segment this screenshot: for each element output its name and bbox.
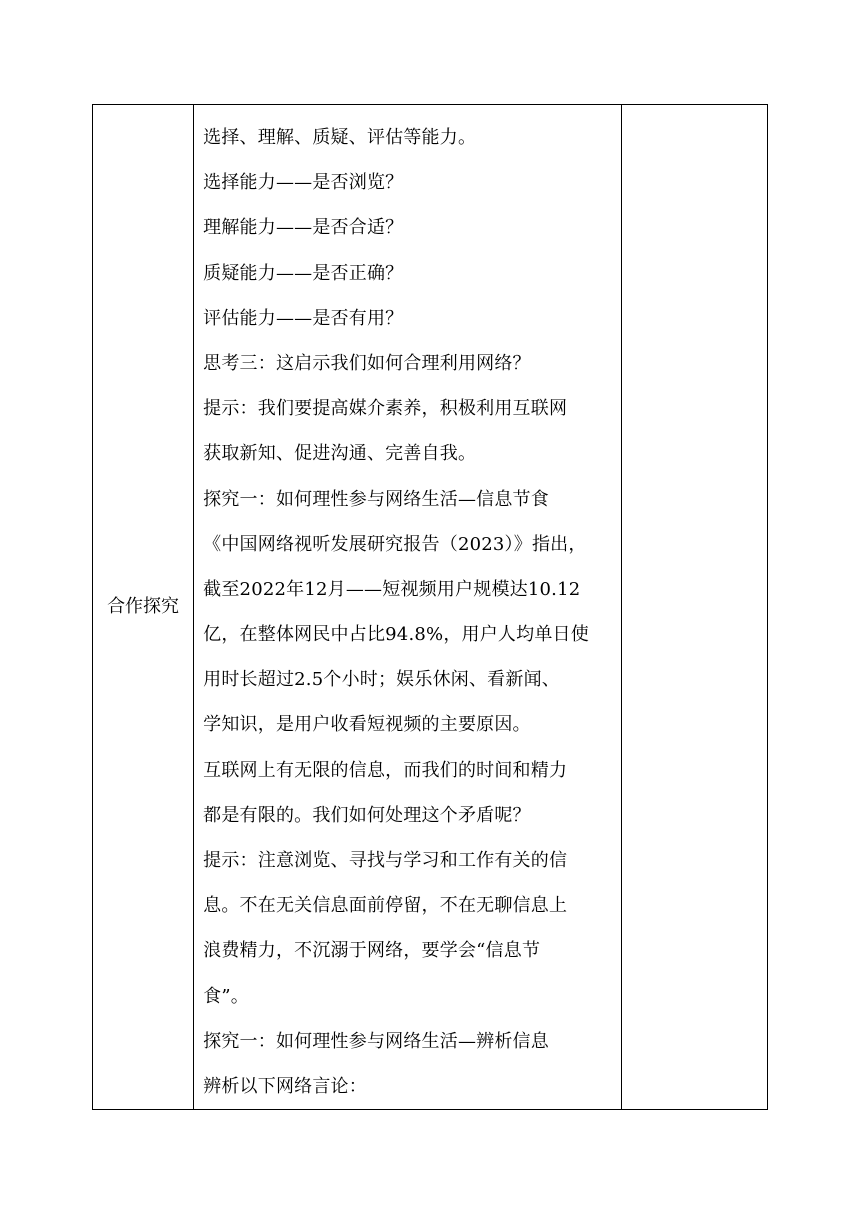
content-line: 亿，在整体网民中占比94.8%，用户人均单日使 xyxy=(203,624,589,646)
table-row xyxy=(93,105,768,1110)
content-line: 息。不在无关信息面前停留，不在无聊信息上 xyxy=(203,895,568,917)
content-line: 选择、理解、质疑、评估等能力。 xyxy=(203,127,477,148)
content-line: 辨析以下网络言论： xyxy=(203,1075,367,1097)
content-line: 提示：我们要提高媒介素养，积极利用互联网 xyxy=(203,398,568,420)
content-cell xyxy=(194,105,622,1110)
section-label-cell xyxy=(93,105,194,1110)
section-label: 合作探究 xyxy=(107,596,180,618)
lesson-plan-table xyxy=(92,104,768,1110)
content-line: 探究一：如何理性参与网络生活—辨析信息 xyxy=(203,1030,549,1052)
content-line: 食”。 xyxy=(203,985,249,1007)
content-line: 质疑能力——是否正确？ xyxy=(203,262,404,284)
content-line: 提示：注意浏览、寻找与学习和工作有关的信 xyxy=(203,850,568,871)
content-line: 学知识，是用户收看短视频的主要原因。 xyxy=(203,714,531,736)
content-line: 选择能力——是否浏览？ xyxy=(203,172,404,194)
content-line: 用时长超过2.5个小时；娱乐休闲、看新闻、 xyxy=(203,669,560,691)
content-line: 获取新知、促进沟通、完善自我。 xyxy=(203,443,477,465)
content-line: 互联网上有无限的信息，而我们的时间和精力 xyxy=(203,759,568,781)
content-line: 探究一：如何理性参与网络生活—信息节食 xyxy=(203,488,549,510)
content-line: 浪费精力，不沉溺于网络，要学会“信息节 xyxy=(203,940,541,962)
notes-cell xyxy=(621,105,767,1110)
content-line: 理解能力——是否合适？ xyxy=(203,217,404,239)
content-line: 思考三：这启示我们如何合理利用网络？ xyxy=(203,352,531,374)
content-line: 《中国网络视听发展研究报告（2023）》指出， xyxy=(203,533,587,555)
content-line: 评估能力——是否有用？ xyxy=(203,307,404,329)
content-line: 都是有限的。我们如何处理这个矛盾呢？ xyxy=(203,804,531,826)
content-line: 截至2022年12月——短视频用户规模达10.12 xyxy=(203,578,581,600)
